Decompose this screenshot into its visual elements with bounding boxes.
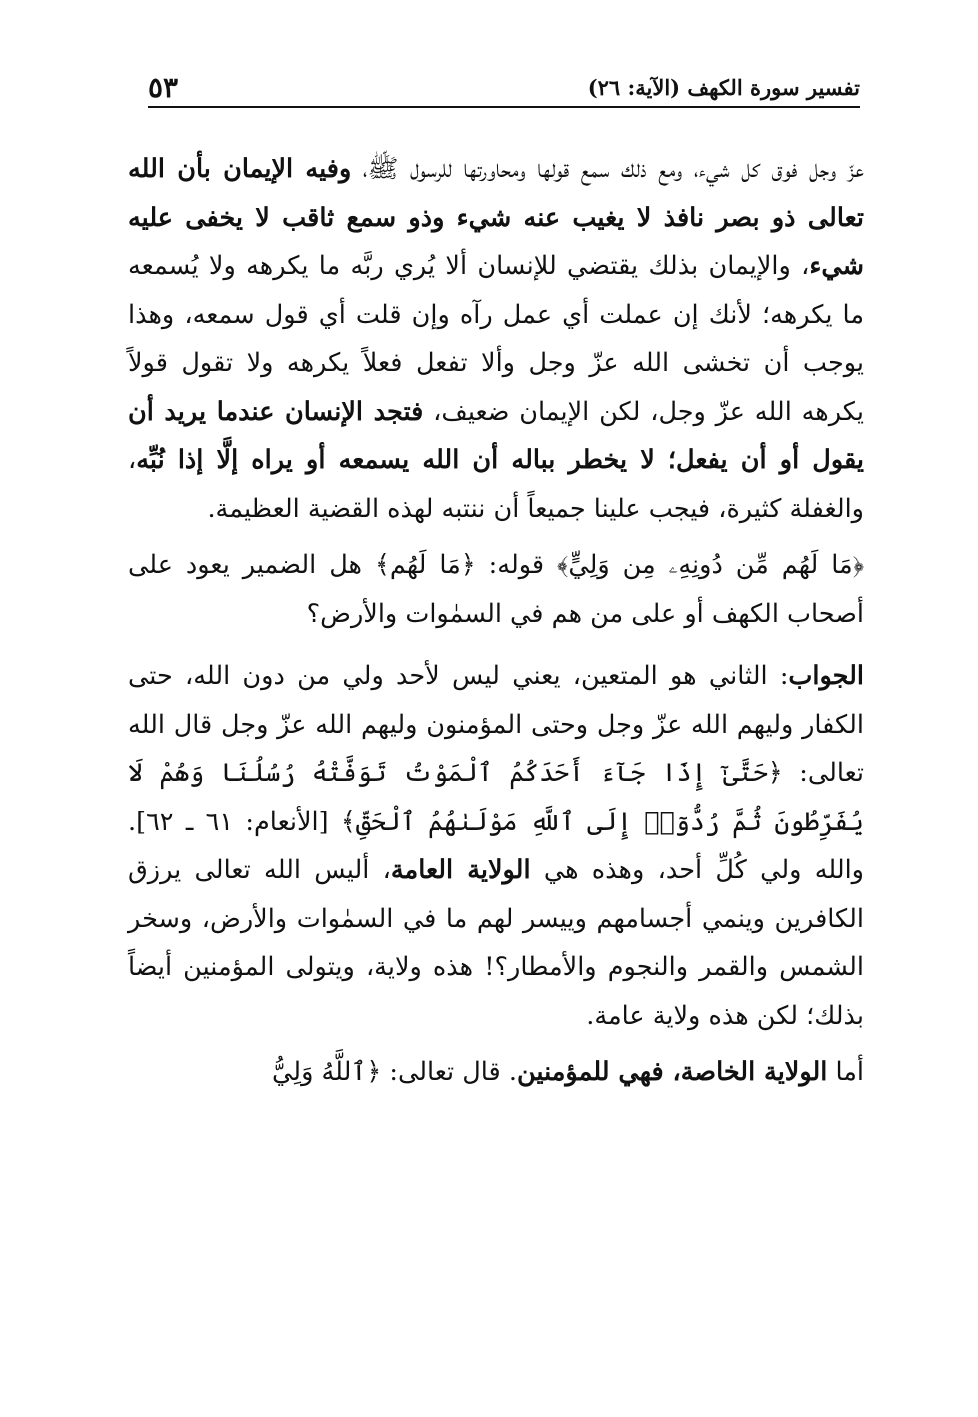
bold-segment: الولاية العامة: [390, 855, 531, 885]
text-segment: قوله:: [475, 550, 558, 580]
text-segment: ، والإيمان بذلك يقتضي للإنسان ألا يُري ربَّه ما يكرهه ولا يُسمعه ما يكرهه؛ لأنك إن عملت أي عمل رآه وإن قلت أي قول سمعه، وهذا يوجب أن تخشى الله عزّ وجل وألا تفعل فعلاً يكرهه ولا تقول قولاً يكرهه الله عزّ وجل، لكن الإيمان ضعيف،: [128, 251, 864, 427]
paragraph-4: [128, 1048, 864, 1097]
bold-segment: الولاية الخاصة، فهي للمؤمنين: [516, 1057, 828, 1087]
text-segment: أما: [827, 1057, 864, 1087]
bold-segment: وفيه الإيمان بأن الله تعالى ذو بصر نافذ لا يغيب عنه شيء وذو سمع ثاقب لا يخفى عليه شيء: [128, 154, 864, 281]
bold-segment: فتجد الإنسان عندما يريد أن يقول أو أن يفعل؛ لا يخطر بباله أن الله يسمعه أو يراه إلَّا إذا نُبِّه: [128, 396, 864, 475]
text-segment: : الثاني هو المتعين، يعني ليس لأحد ولي من دون الله، حتى الكفار وليهم الله عزّ وجل وحتى المؤمنون وليهم الله عزّ وجل قال الله تعالى:: [128, 661, 865, 788]
quran-verse: ﴿ٱللَّهُ وَلِيُّ: [272, 1057, 382, 1087]
running-title: تفسير سورة الكهف (الآية: ٢٦): [587, 75, 860, 100]
text-segment: . قال تعالى:: [381, 1057, 517, 1087]
text-segment: ، أليس الله تعالى يرزق الكافرين وينمي أجسامهم وييسر لهم ما في السمٰوات والأرض، وسخر الشمس والقمر والنجوم والأمطار؟! هذه ولاية، ويتولى المؤمنين أيضاً بذلك؛ لكن هذه ولاية عامة.: [128, 855, 864, 1031]
paragraph-1: [128, 145, 864, 533]
quran-verse: ﴿مَا لَهُم مِّن دُونِهِۦ مِن وَلِيٍّ﴾: [557, 550, 864, 580]
quran-verse: ﴿حَتَّىٰٓ إِذَا جَآءَ أَحَدَكُمُ ٱلْمَوْتُ تَوَفَّتْهُ رُسُلُنَا وَهُمْ لَا يُفَرِّطُونَ ثُمَّ رُدُّوٓا۟ إِلَى ٱللَّهِ مَوْلَىٰهُمُ ٱلْحَقِّ﴾: [128, 758, 864, 837]
body-text: [128, 145, 864, 1097]
text-segment: ، والغفلة كثيرة، فيجب علينا جميعاً أن ننتبه لهذه القضية العظيمة.: [128, 445, 864, 524]
text-segment: هل الضمير يعود على أصحاب الكهف أو على من هم في السمٰوات والأرض؟: [128, 550, 864, 629]
text-segment: [الأنعام: ٦١ ـ ٦٢]. والله ولي كُلِّ أحد، وهذه هي: [128, 806, 864, 885]
paragraph-2: [128, 541, 864, 638]
paragraph-3: [128, 652, 864, 1040]
page-number: ٥٣: [148, 71, 179, 104]
quran-verse: ﴿مَا لَهُم﴾: [374, 550, 476, 580]
page-header: [148, 58, 860, 108]
text-segment: عزّ وجل فوق كل شيء، ومع ذلك سمع قولها ومحاورتها للرسول ﷺ،: [351, 154, 864, 184]
answer-label: الجواب: [788, 661, 864, 691]
